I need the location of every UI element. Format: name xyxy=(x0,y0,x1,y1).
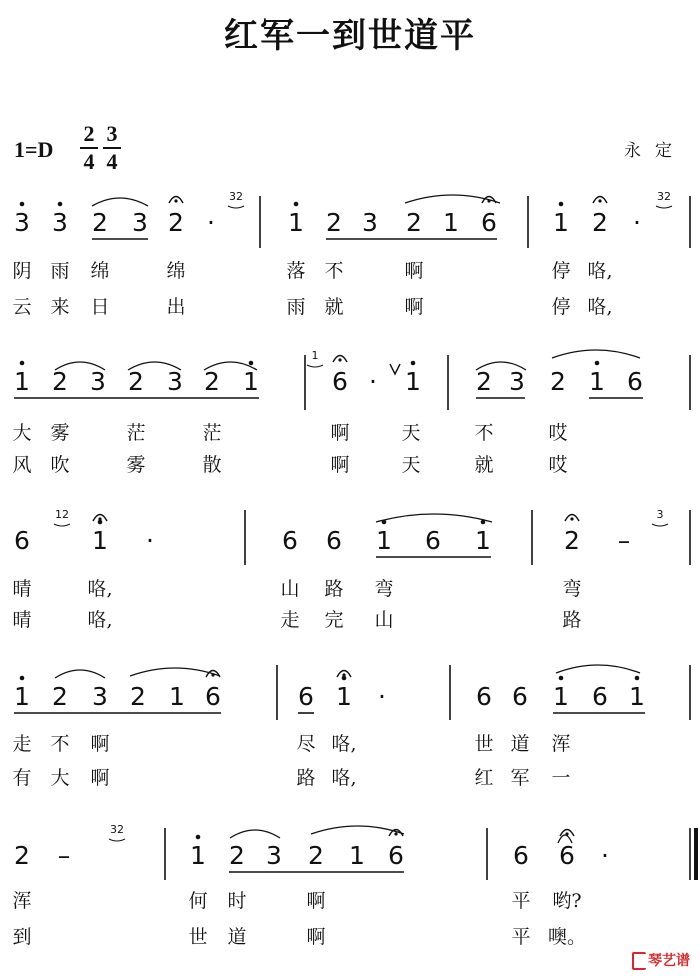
lyric-syllable: 到 xyxy=(12,926,32,948)
dash-extension: – xyxy=(57,841,71,870)
fermata-dot xyxy=(565,832,568,835)
song-origin: 永定 xyxy=(624,141,686,161)
note: 3 xyxy=(509,367,525,396)
octave-dot-above xyxy=(342,676,347,681)
lyric-syllable: 吹 xyxy=(50,454,70,476)
fermata-icon xyxy=(593,197,607,204)
lyric-syllable: 有 xyxy=(12,767,32,789)
fermata-dot xyxy=(211,673,214,676)
lyric-syllable: 浑 xyxy=(551,733,571,755)
grace-slur xyxy=(652,524,668,526)
note: 3 xyxy=(92,682,108,711)
lyric-syllable: 哎 xyxy=(548,454,568,476)
note: 1 xyxy=(190,841,206,870)
note: 2 xyxy=(52,682,68,711)
grace-slur xyxy=(228,206,244,208)
lyric-syllable: 大 xyxy=(50,767,70,789)
note: 3 xyxy=(14,208,30,237)
note: 2 xyxy=(592,208,608,237)
slur xyxy=(230,830,280,838)
lyric-syllable: 尽 xyxy=(296,733,316,755)
note: 6 xyxy=(14,526,30,555)
lyric-syllable: 绵 xyxy=(90,260,110,282)
lyric-syllable: 就 xyxy=(474,454,494,476)
lyric-syllable: 天 xyxy=(401,454,421,476)
fermata-dot xyxy=(570,517,573,520)
key-signature: 1=D xyxy=(14,137,54,162)
note: 1 xyxy=(475,526,491,555)
lyric-syllable: 道 xyxy=(227,926,247,948)
lyric-syllable: 停 xyxy=(551,260,571,282)
dash-extension: – xyxy=(617,526,631,555)
lyric-syllable: 雾 xyxy=(126,454,146,476)
note: 2 xyxy=(476,367,492,396)
lyric-syllable: 天 xyxy=(401,422,421,444)
slur xyxy=(552,350,640,358)
fermata-icon xyxy=(482,197,496,204)
octave-dot-above xyxy=(481,520,486,525)
lyric-syllable: 啊 xyxy=(90,767,110,789)
lyric-syllable: 咯, xyxy=(587,260,613,282)
note: 2 xyxy=(308,841,324,870)
lyric-syllable: 何 xyxy=(188,890,208,912)
fermata-dot xyxy=(338,358,341,361)
note: 3 xyxy=(362,208,378,237)
lyric-syllable: 风 xyxy=(12,454,32,476)
lyric-syllable: 啊 xyxy=(404,296,424,318)
grace-note: 32 xyxy=(229,190,243,203)
note: 6 xyxy=(481,208,497,237)
note: 1 xyxy=(553,682,569,711)
lyric-syllable: 雨 xyxy=(286,296,306,318)
lyric-syllable: 咯, xyxy=(87,578,113,600)
fermata-icon xyxy=(337,671,351,678)
time-sig-1-numerator: 2 xyxy=(83,121,95,146)
slur xyxy=(376,514,492,522)
watermark xyxy=(632,950,690,970)
note: 6 xyxy=(627,367,643,396)
note: 1 xyxy=(629,682,645,711)
octave-dot-above xyxy=(595,361,600,366)
lyric-syllable: 哟? xyxy=(552,890,582,912)
lyric-syllable: 一 xyxy=(551,767,571,789)
lyric-syllable: 道 xyxy=(510,733,530,755)
note: 1 xyxy=(14,367,30,396)
breath-mark xyxy=(390,364,400,374)
time-sig-2-denominator: 4 xyxy=(106,149,118,174)
grace-slur xyxy=(656,206,672,208)
note: 1 xyxy=(443,208,459,237)
octave-dot xyxy=(20,202,25,207)
grace-slur xyxy=(307,365,323,367)
octave-dot-above xyxy=(20,361,25,366)
grace-note: 12 xyxy=(55,508,69,521)
note: 3 xyxy=(90,367,106,396)
lyric-syllable: 哎 xyxy=(548,422,568,444)
note: 6 xyxy=(326,526,342,555)
note: 2 xyxy=(326,208,342,237)
note: 1 xyxy=(14,682,30,711)
lyric-syllable: 不 xyxy=(474,422,494,444)
note: 2 xyxy=(92,208,108,237)
fermata-dot xyxy=(174,199,177,202)
lyric-syllable: 雾 xyxy=(50,422,70,444)
note: 6 xyxy=(476,682,492,711)
note: 3 xyxy=(167,367,183,396)
octave-dot-above xyxy=(635,676,640,681)
note: 2 xyxy=(229,841,245,870)
lyric-syllable: 噢。 xyxy=(547,926,587,948)
fermata-dot xyxy=(598,199,601,202)
octave-dot-above xyxy=(196,835,201,840)
note: 1 xyxy=(405,367,421,396)
slur xyxy=(130,668,220,676)
logo-icon xyxy=(632,952,646,970)
note: 1 xyxy=(349,841,365,870)
lyric-syllable: 就 xyxy=(324,296,344,318)
lyric-syllable: 路 xyxy=(562,609,582,631)
note: 1 xyxy=(553,208,569,237)
fermata-icon xyxy=(169,197,183,204)
lyric-syllable: 不 xyxy=(50,733,70,755)
note: 2 xyxy=(550,367,566,396)
slur xyxy=(405,195,500,203)
grace-note: 3 xyxy=(656,508,664,521)
grace-note: 32 xyxy=(657,190,671,203)
lyric-syllable: 时 xyxy=(227,890,247,912)
lyric-syllable: 浑 xyxy=(12,890,32,912)
lyric-syllable: 弯 xyxy=(374,578,394,600)
grace-slur xyxy=(109,839,125,841)
lyric-syllable: 停 xyxy=(551,296,571,318)
lyric-syllable: 不 xyxy=(324,260,344,282)
fermata-icon xyxy=(389,830,403,837)
note: 1 xyxy=(92,526,108,555)
note: 6 xyxy=(282,526,298,555)
lyric-syllable: 散 xyxy=(202,454,222,476)
lyric-syllable: 啊 xyxy=(330,454,350,476)
grace-note: 32 xyxy=(110,823,124,836)
lyric-syllable: 路 xyxy=(296,767,316,789)
lyric-syllable: 绵 xyxy=(166,260,186,282)
note: 6 xyxy=(425,526,441,555)
note: 6 xyxy=(332,367,348,396)
octave-dot-above xyxy=(411,361,416,366)
lyric-syllable: 咯, xyxy=(331,733,357,755)
lyric-syllable: 啊 xyxy=(404,260,424,282)
dot-extension: · xyxy=(207,208,215,237)
lyric-syllable: 雨 xyxy=(50,260,70,282)
time-signature-2 xyxy=(102,121,122,175)
time-sig-1-denominator: 4 xyxy=(83,149,95,174)
note: 6 xyxy=(205,682,221,711)
note: 6 xyxy=(559,841,575,870)
fermata-dot xyxy=(98,517,101,520)
lyric-syllable: 咯, xyxy=(587,296,613,318)
note: 6 xyxy=(298,682,314,711)
note: 1 xyxy=(336,682,352,711)
note: 2 xyxy=(14,841,30,870)
lyric-syllable: 啊 xyxy=(306,890,326,912)
note: 1 xyxy=(169,682,185,711)
lyric-syllable: 走 xyxy=(280,609,300,631)
note: 1 xyxy=(376,526,392,555)
note: 3 xyxy=(266,841,282,870)
slur xyxy=(556,665,640,673)
note: 1 xyxy=(589,367,605,396)
lyric-syllable: 世 xyxy=(474,733,494,755)
lyric-syllable: 军 xyxy=(510,767,530,789)
note: 2 xyxy=(128,367,144,396)
slur xyxy=(55,670,105,678)
lyric-syllable: 啊 xyxy=(90,733,110,755)
note: 6 xyxy=(512,682,528,711)
octave-dot-above xyxy=(382,520,387,525)
lyric-syllable: 晴 xyxy=(12,609,32,631)
note: 2 xyxy=(204,367,220,396)
note: 2 xyxy=(406,208,422,237)
lyric-syllable: 走 xyxy=(12,733,32,755)
lyric-syllable: 红 xyxy=(474,767,494,789)
dot-extension: · xyxy=(146,526,154,555)
lyric-syllable: 云 xyxy=(12,296,32,318)
lyric-syllable: 咯, xyxy=(87,609,113,631)
lyric-syllable: 阴 xyxy=(12,260,32,282)
note: 2 xyxy=(52,367,68,396)
octave-dot-above xyxy=(249,361,254,366)
lyric-syllable: 茫 xyxy=(126,422,146,444)
fermata-icon xyxy=(206,671,220,678)
octave-dot-above xyxy=(294,202,299,207)
note: 2 xyxy=(130,682,146,711)
song-title: 红军一到世道平 xyxy=(224,16,476,56)
slur xyxy=(92,198,148,206)
note: 2 xyxy=(564,526,580,555)
lyric-syllable: 晴 xyxy=(12,578,32,600)
fermata-dot xyxy=(342,673,345,676)
octave-dot-above xyxy=(559,676,564,681)
lyric-syllable: 世 xyxy=(188,926,208,948)
note: 3 xyxy=(52,208,68,237)
dot-extension: · xyxy=(601,841,609,870)
lyric-syllable: 啊 xyxy=(330,422,350,444)
lyric-syllable: 出 xyxy=(166,296,186,318)
lyric-syllable: 完 xyxy=(324,609,344,631)
lyric-syllable: 路 xyxy=(324,578,344,600)
octave-dot-above xyxy=(559,202,564,207)
fermata-dot xyxy=(487,199,490,202)
time-sig-2-numerator: 3 xyxy=(106,121,118,146)
fermata-icon xyxy=(93,515,107,522)
dot-extension: · xyxy=(369,367,377,396)
note: 2 xyxy=(168,208,184,237)
lyric-syllable: 啊 xyxy=(306,926,326,948)
lyric-syllable: 平 xyxy=(511,926,531,948)
watermark-text: 琴艺谱 xyxy=(648,953,690,969)
note: 3 xyxy=(132,208,148,237)
grace-slur xyxy=(54,524,70,526)
octave-dot xyxy=(58,202,63,207)
lyric-syllable: 山 xyxy=(374,609,394,631)
lyric-syllable: 落 xyxy=(286,260,306,282)
octave-dot-above xyxy=(20,676,25,681)
lyric-syllable: 茫 xyxy=(202,422,222,444)
note: 6 xyxy=(513,841,529,870)
note: 1 xyxy=(288,208,304,237)
lyric-syllable: 日 xyxy=(90,296,110,318)
note: 1 xyxy=(243,367,259,396)
fermata-icon xyxy=(565,515,579,522)
time-signature-1 xyxy=(79,121,99,175)
slur xyxy=(311,826,404,834)
lyric-syllable: 弯 xyxy=(562,578,582,600)
fermata-dot xyxy=(394,832,397,835)
dot-extension: · xyxy=(633,208,641,237)
lyric-syllable: 咯, xyxy=(331,767,357,789)
note: 6 xyxy=(592,682,608,711)
fermata-icon xyxy=(560,830,574,837)
lyric-syllable: 来 xyxy=(50,296,70,318)
note: 6 xyxy=(388,841,404,870)
lyric-syllable: 平 xyxy=(511,890,531,912)
lyric-syllable: 山 xyxy=(280,578,300,600)
octave-dot-above xyxy=(98,520,103,525)
fermata-icon xyxy=(333,356,347,363)
lyric-syllable: 大 xyxy=(12,422,32,444)
grace-note: 1 xyxy=(311,349,319,362)
dot-extension: · xyxy=(378,682,386,711)
